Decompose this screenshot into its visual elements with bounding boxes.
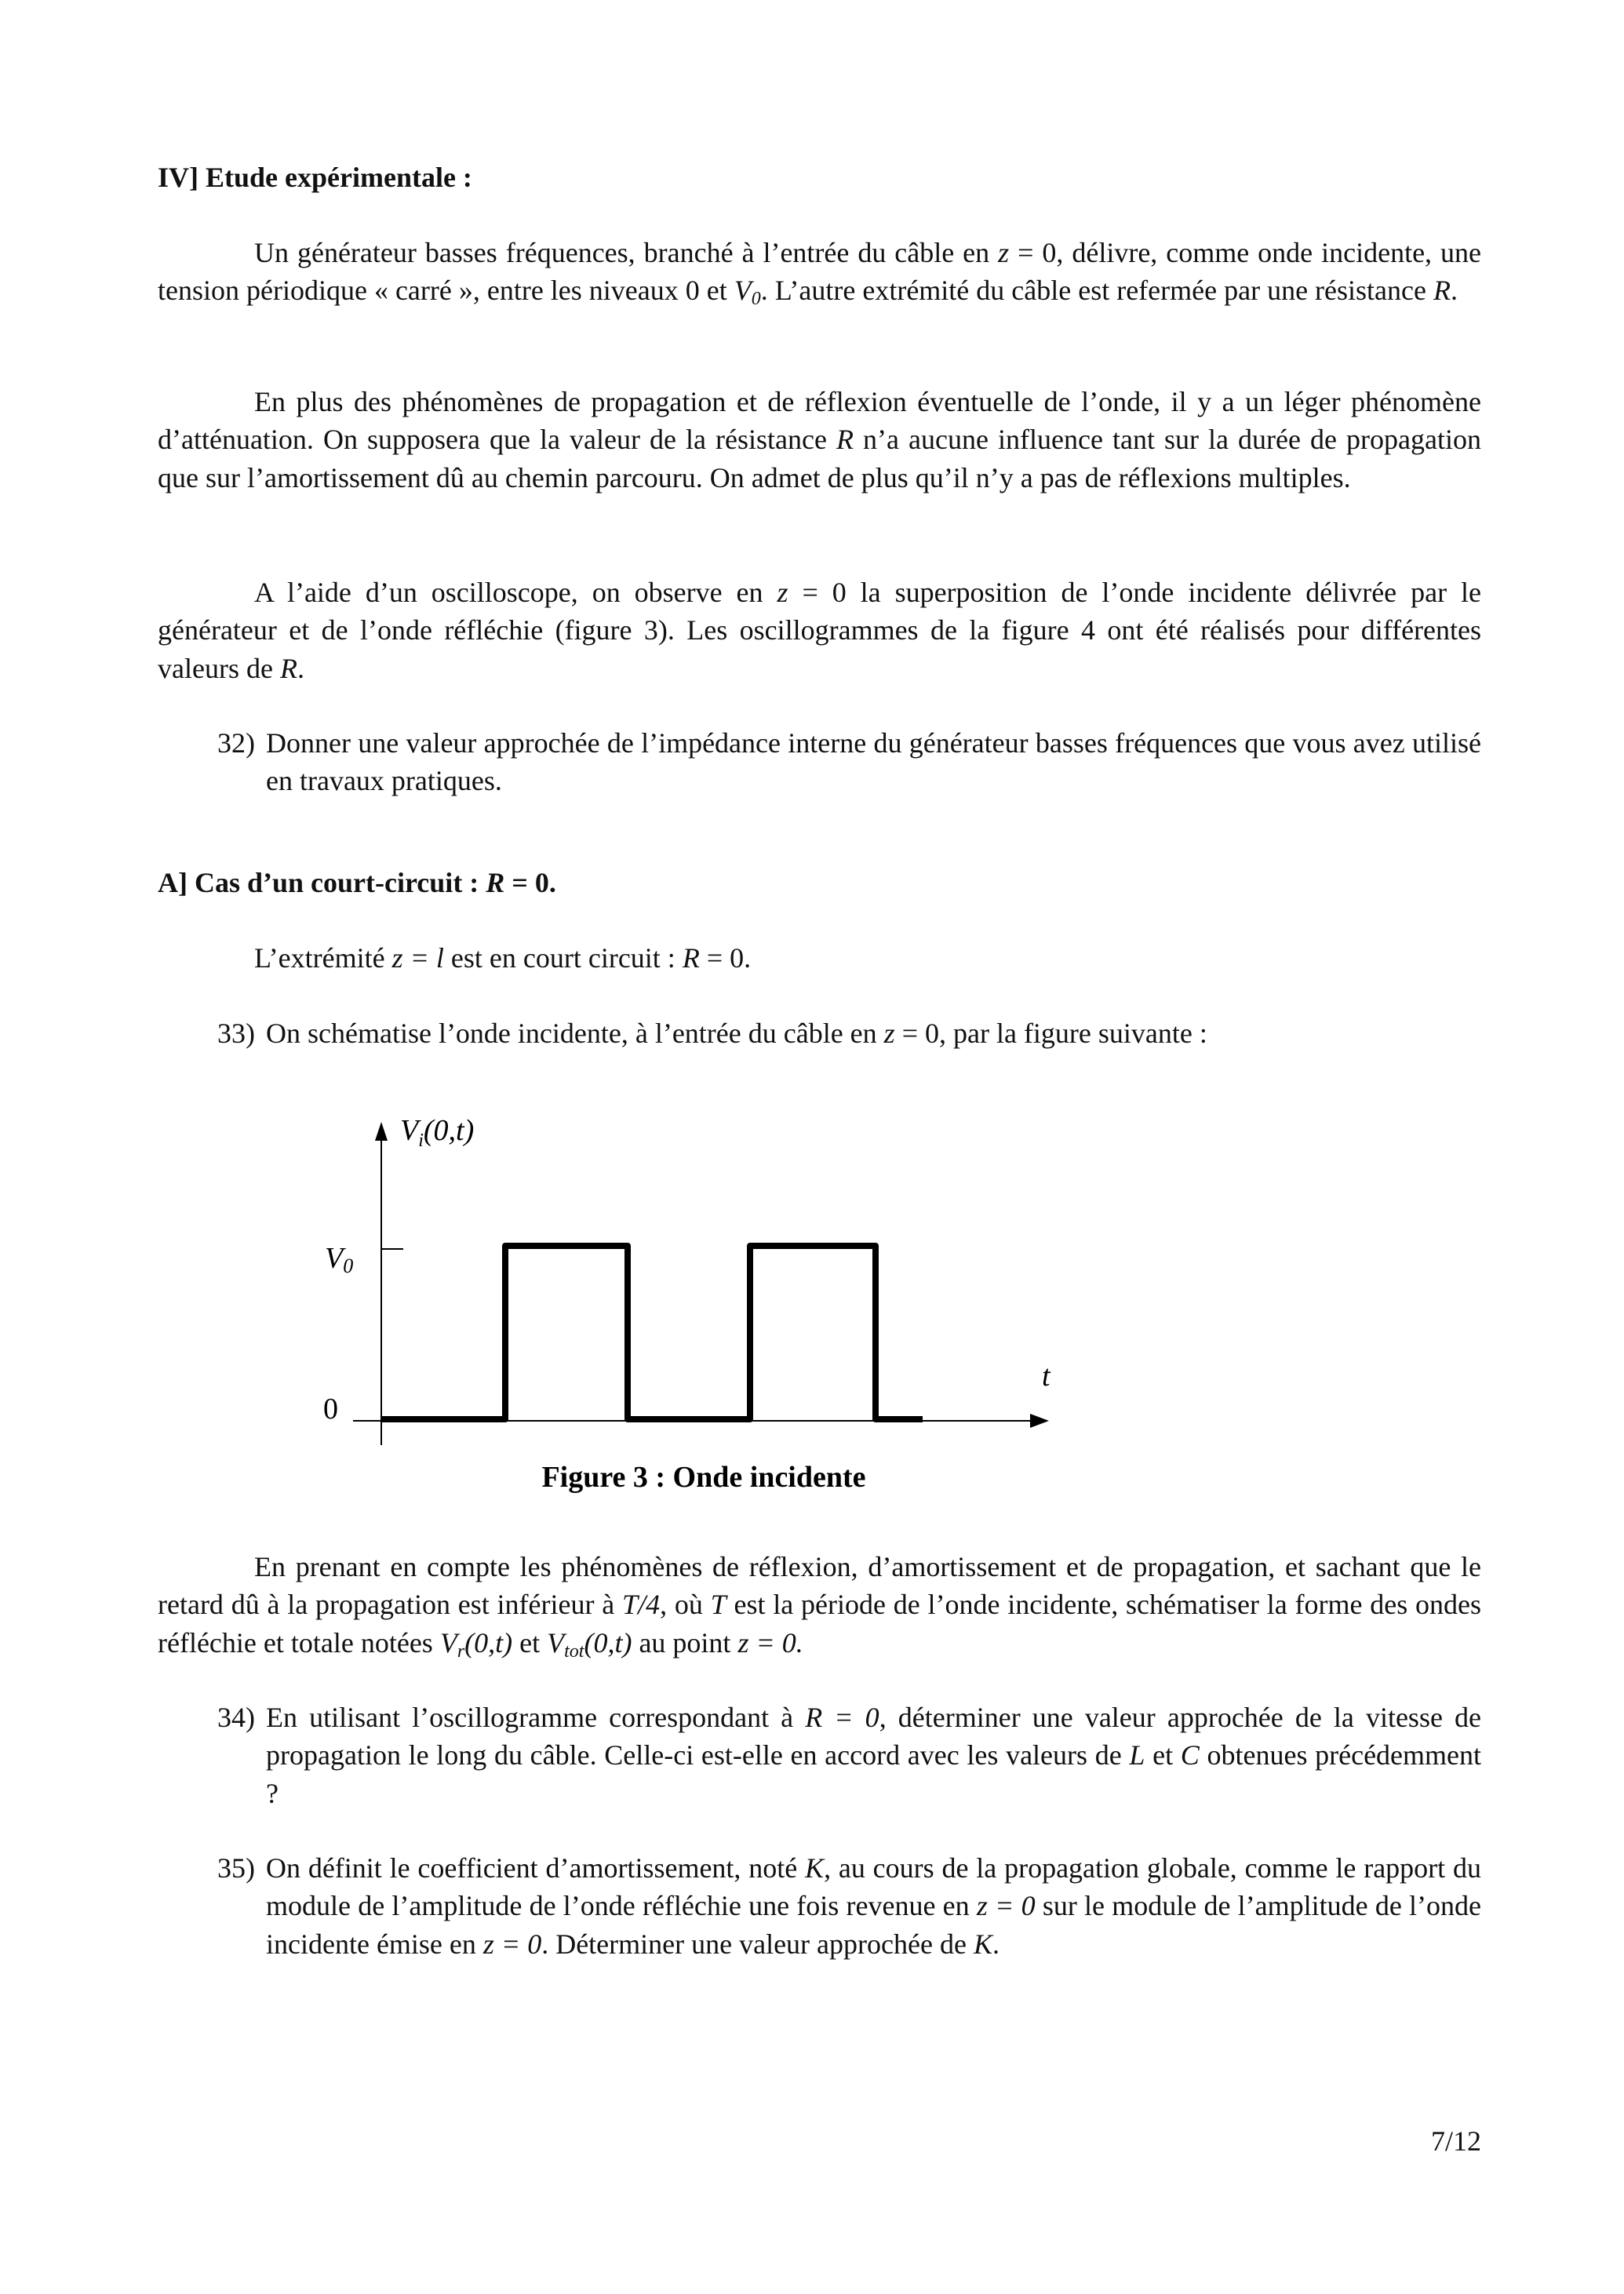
paragraph-short-circuit: L’extrémité z = l est en court circuit : R = 0. [254,942,752,974]
paragraph-attenuation: En plus des phénomènes de propagation et de réflexion éventuelle de l’onde, il y a un léger phénomène d’atténuation. On supposera que la valeur de la résistance R n’a aucune influence tant sur la durée de propagation que sur l’amortissement dû au chemin parcouru. On admet de plus qu’il n’y a pas de réflexions multiples. [158,386,1482,493]
figure-caption: Figure 3 : Onde incidente [541,1461,866,1494]
page-number: 7/12 [1430,2125,1481,2157]
paragraph-oscilloscope: A l’aide d’un oscilloscope, on observe en z = 0 la superposition de l’onde incidente délivrée par le générateur et de l’onde réfléchie (figure 3). Les oscillogrammes de la figure 4 ont été réalisés pour différentes valeurs de R. [158,577,1482,684]
paragraph-generator: Un générateur basses fréquences, branché à l’entrée du câble en z = 0, délivre, comme onde incidente, une tension périodique « carré », entre les niveaux 0 et $V_0$. L’autre extrémité du câble est refermée par une résistance R. [158,237,1481,310]
subsection-title: A] Cas d’un court-circuit : R = 0. [158,867,556,898]
paragraph-reflection: En prenant en compte les phénomènes de réflexion, d’amortissement et de propagation, et sachant que le retard dû à la propagation est inférieur à T/4, où T est la période de l’onde incidente, schématiser la forme des ondes réfléchie et totale notées $V_r(0,t)$ et $V_{tot}(0,t)$ au point z = 0. [158,1551,1481,1662]
y-axis-label: $V_i(0,t)$ [400,1114,475,1151]
x-axis-label: t [1042,1360,1051,1393]
x-axis-arrow-icon [1030,1414,1049,1428]
question-32: 32) Donner une valeur approchée de l’impédance interne du générateur basses fréquences que vous avez utilisé en travaux pratiques. [217,727,1481,797]
y-axis-arrow-icon [375,1122,388,1141]
zero-tick-label: 0 [323,1393,338,1426]
question-34: 34) En utilisant l’oscillogramme correspondant à R = 0, déterminer une valeur approchée de la vitesse de propagation le long du câble. Celle-ci est-elle en accord avec les valeurs de L et C obtenues précédemment ? [217,1702,1482,1809]
square-wave [381,1246,923,1419]
question-35: 35) On définit le coefficient d’amortissement, noté K, au cours de la propagation globale, comme le rapport du module de l’amplitude de l’onde réfléchie une fois revenue en z = 0 sur le module de l’amplitude de l’onde incidente émise en z = 0. Déterminer une valeur approchée de K. [217,1852,1481,1960]
v0-tick-label: V0 [325,1242,354,1277]
section-title: IV] Etude expérimentale : [158,162,472,193]
question-33: 33) On schématise l’onde incidente, à l’entrée du câble en z = 0, par la figure suivante : [217,1018,1207,1049]
